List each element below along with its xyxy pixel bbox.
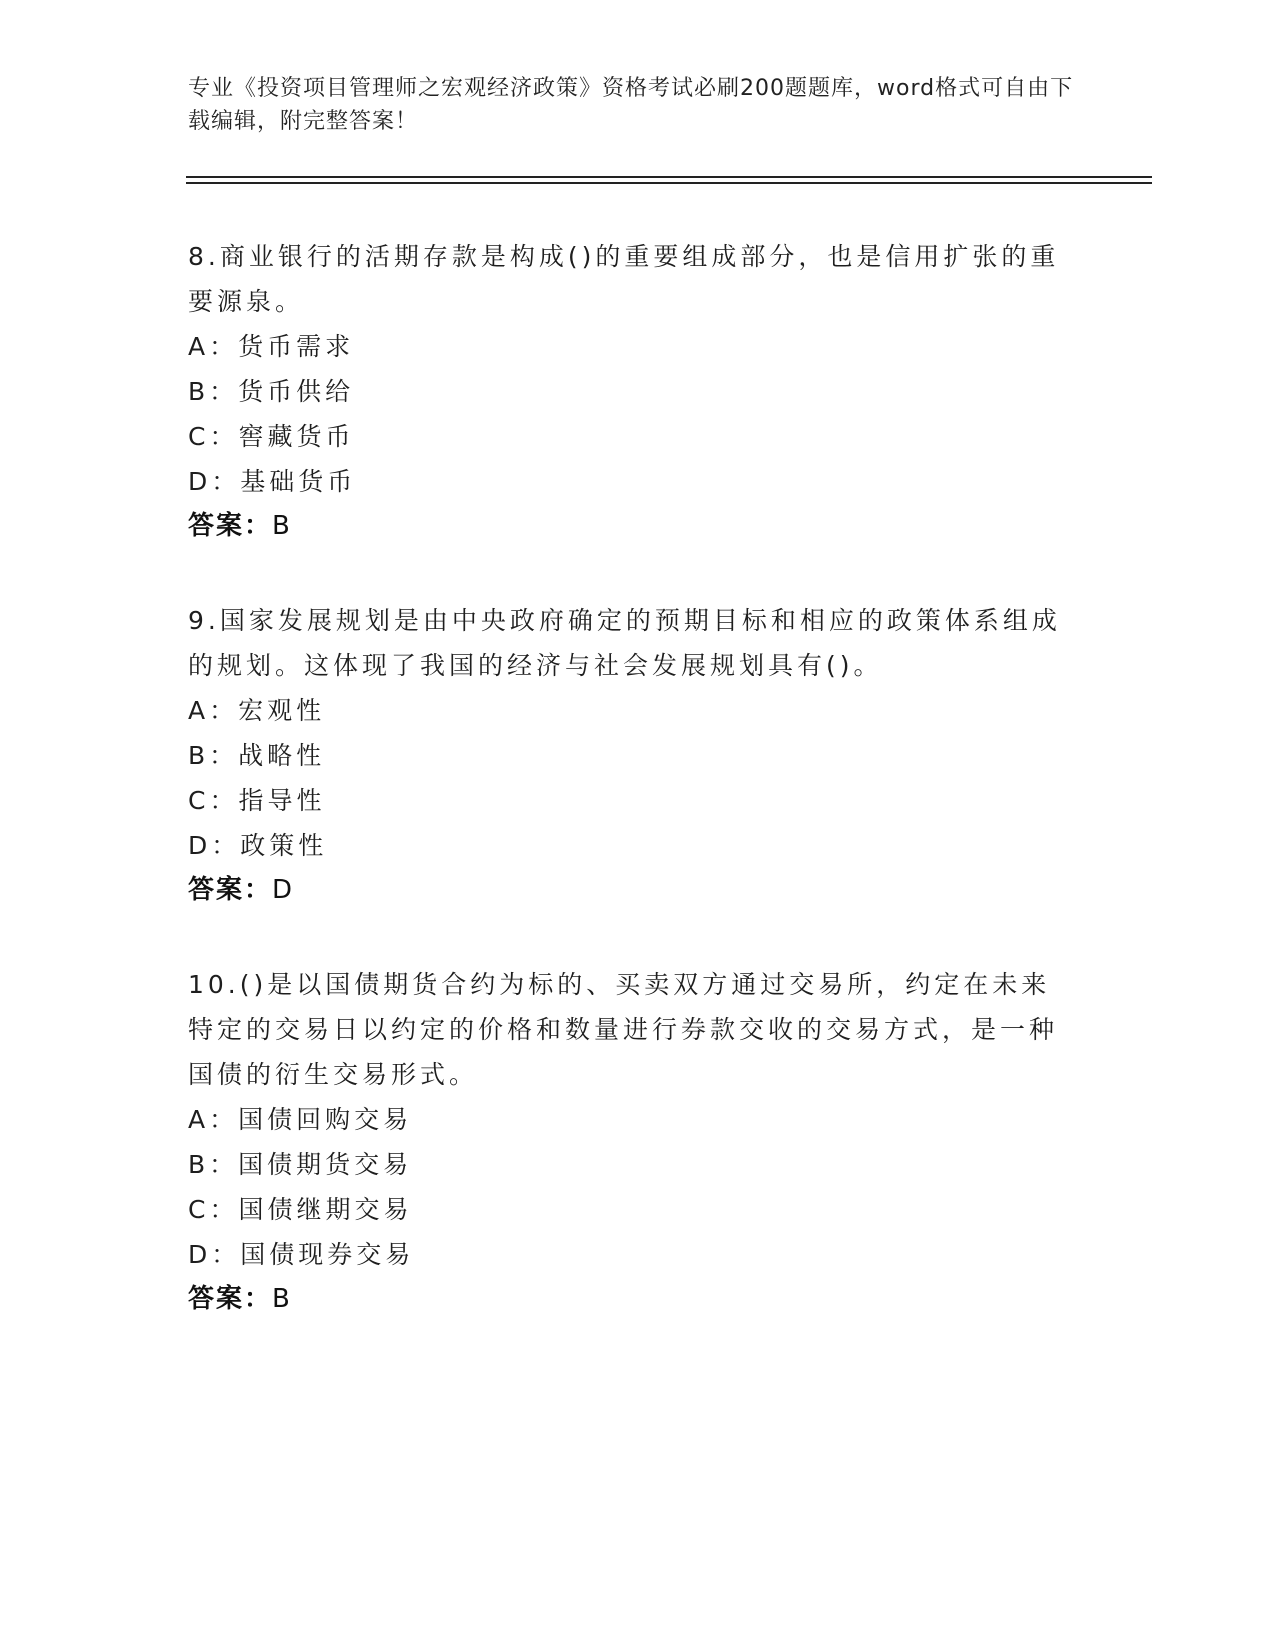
answer (188, 1277, 1068, 1322)
answer-value: B (272, 511, 292, 541)
header-divider-top (186, 176, 1152, 178)
question-10 (188, 962, 1068, 1322)
answer-label: 答案： (188, 511, 273, 541)
question-stem: 9.国家发展规划是由中央政府确定的预期目标和相应的政策体系组成的规划。这体现了我国的经济与社会发展规划具有()。 (188, 606, 1061, 680)
option-b: B：国债期货交易 (188, 1150, 413, 1179)
option-b: B：货币供给 (188, 377, 355, 406)
option-c: C：窖藏货币 (188, 422, 355, 451)
question-9 (188, 598, 1068, 913)
question-stem: 8.商业银行的活期存款是构成()的重要组成部分，也是信用扩张的重要源泉。 (188, 242, 1060, 316)
answer-label: 答案： (188, 1284, 273, 1314)
option-b: B：战略性 (188, 741, 326, 770)
answer (188, 868, 1068, 913)
option-c: C：指导性 (188, 786, 326, 815)
document-header: 专业《投资项目管理师之宏观经济政策》资格考试必刷200题题库，word格式可自由下载编辑，附完整答案！ (188, 76, 1074, 134)
header-divider-bottom (186, 182, 1152, 184)
option-a: A：国债回购交易 (188, 1105, 413, 1134)
answer-value: B (272, 1284, 292, 1314)
answer (188, 504, 1068, 549)
option-a: A：货币需求 (188, 332, 355, 361)
answer-value: D (272, 875, 295, 905)
option-d: D：国债现券交易 (188, 1240, 415, 1269)
question-stem: 10.()是以国债期货合约为标的、买卖双方通过交易所，约定在未来特定的交易日以约定的价格和数量进行券款交收的交易方式，是一种国债的衍生交易形式。 (188, 970, 1059, 1089)
option-d: D：基础货币 (188, 467, 357, 496)
question-8 (188, 234, 1068, 549)
answer-label: 答案： (188, 875, 273, 905)
option-c: C：国债继期交易 (188, 1195, 413, 1224)
option-a: A：宏观性 (188, 696, 326, 725)
option-d: D：政策性 (188, 831, 328, 860)
